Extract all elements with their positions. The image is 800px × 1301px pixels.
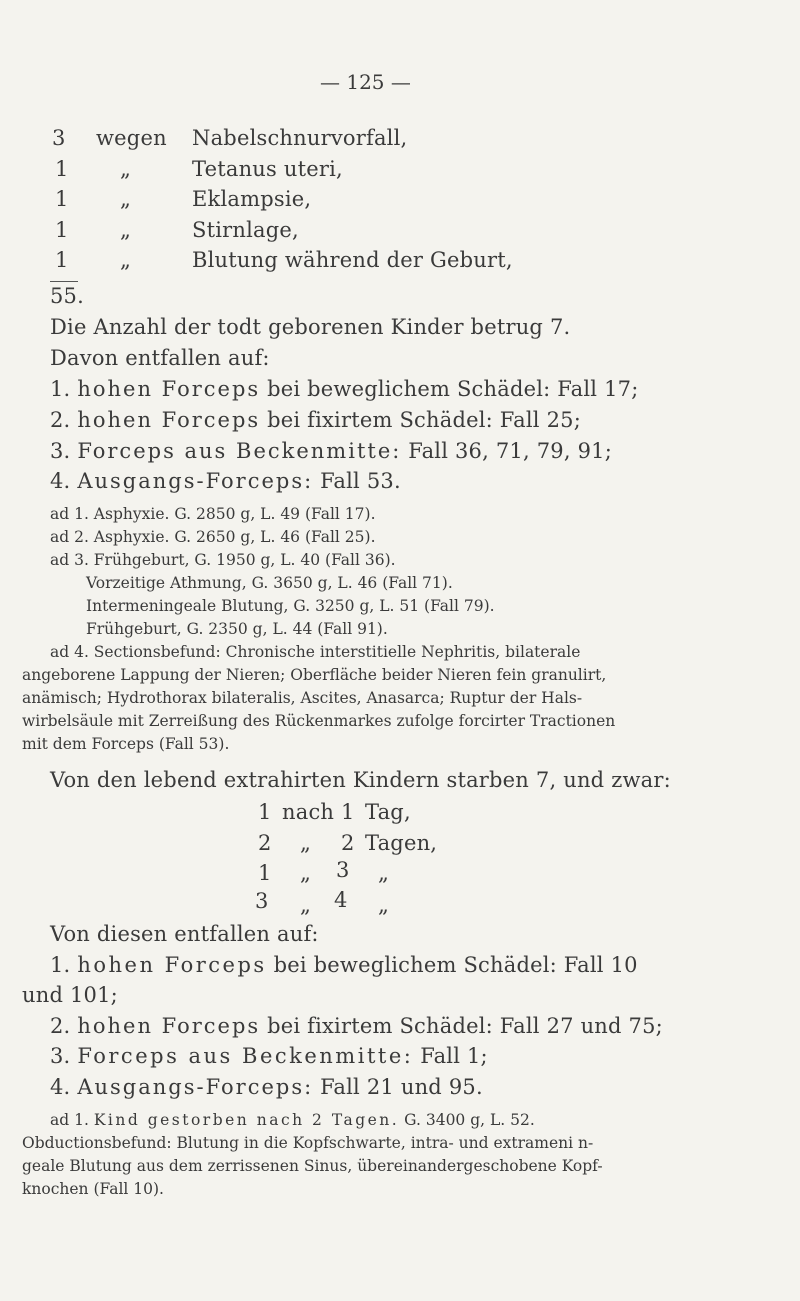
list-ditto: wegen [96, 126, 167, 150]
list-item: Stirnlage, [192, 218, 299, 242]
list-item: Nabelschnurvorfall, [192, 126, 408, 150]
item-number: 1. [50, 953, 71, 977]
list-item [50, 469, 401, 493]
paragraph: Die Anzahl der todt geborenen Kinder betrug 7. [50, 315, 571, 339]
note-line: mit dem Forceps (Fall 53). [22, 735, 230, 753]
item-number: 4. [50, 1075, 71, 1099]
note-line: geale Blutung aus dem zerrissenen Sinus, übereinandergeschobene Kopf- [22, 1157, 603, 1175]
list-count: 1 [55, 157, 69, 181]
spaced-label: hohen Forceps [77, 1014, 261, 1038]
item-text: Fall 36, 71, 79, 91; [408, 439, 613, 463]
days-unit: Tagen, [365, 831, 438, 855]
list-count: 3 [52, 126, 66, 150]
item-text: Fall 21 und 95. [320, 1075, 483, 1099]
item-text: bei beweglichem Schädel: Fall 17; [267, 377, 639, 401]
item-text: bei beweglichem Schädel: Fall 10 [273, 953, 638, 977]
note-line [50, 1109, 535, 1131]
list-count: 1 [55, 248, 69, 272]
spaced-label: Ausgangs-Forceps: [77, 469, 314, 493]
spaced-label: hohen Forceps [77, 408, 261, 432]
days-number: 3 [336, 858, 350, 882]
note-line: Intermeningeale Blutung, G. 3250 g, L. 51 (Fall 79). [86, 597, 495, 615]
note-line: ad 4. Sectionsbefund: Chronische interstitielle Nephritis, bilaterale [50, 643, 581, 661]
days-count: 2 [258, 831, 272, 855]
list-item [50, 953, 638, 977]
days-ditto: nach [282, 800, 335, 824]
spaced-label: Forceps aus Beckenmitte: [77, 439, 402, 463]
days-number: 1 [341, 800, 355, 824]
list-item [50, 439, 612, 463]
list-item [50, 1014, 663, 1038]
days-number: 4 [334, 888, 348, 912]
list-item [50, 1075, 483, 1099]
note-lead: ad 1. [50, 1111, 89, 1129]
list-item: Eklampsie, [192, 187, 312, 211]
spaced-label: Ausgangs-Forceps: [77, 1075, 314, 1099]
total-sum: 55. [50, 284, 84, 308]
list-count: 1 [55, 187, 69, 211]
note-line: wirbelsäule mit Zerreißung des Rückenmarkes zufolge forcirter Tractionen [22, 712, 616, 730]
note-line: Frühgeburt, G. 2350 g, L. 44 (Fall 91). [86, 620, 388, 638]
list-ditto: „ [120, 248, 132, 272]
note-line: angeborene Lappung der Nieren; Oberfläche beider Nieren fein granulirt, [22, 666, 607, 684]
list-item: Blutung während der Geburt, [192, 248, 513, 272]
note-line: Vorzeitige Athmung, G. 3650 g, L. 46 (Fall 71). [86, 574, 453, 592]
days-unit: „ [378, 893, 390, 917]
spaced-label: hohen Forceps [77, 953, 267, 977]
list-ditto: „ [120, 218, 132, 242]
note-text: G. 3400 g, L. 52. [404, 1111, 535, 1129]
item-text: bei fixirtem Schädel: Fall 27 und 75; [267, 1014, 663, 1038]
page-number: — 125 — [320, 70, 411, 94]
note-line: ad 3. Frühgeburt, G. 1950 g, L. 40 (Fall 36). [50, 551, 396, 569]
list-item: Tetanus uteri, [192, 157, 343, 181]
days-count: 1 [258, 861, 272, 885]
list-ditto: „ [120, 187, 132, 211]
list-item [50, 1044, 488, 1068]
note-line: Obductionsbefund: Blutung in die Kopfschwarte, intra- und extrameni n- [22, 1134, 594, 1152]
spaced-label: hohen Forceps [77, 377, 261, 401]
days-unit: „ [378, 861, 390, 885]
note-line: ad 1. Asphyxie. G. 2850 g, L. 49 (Fall 17). [50, 505, 376, 523]
days-number: 2 [341, 831, 355, 855]
item-number: 2. [50, 1014, 71, 1038]
paragraph: Von diesen entfallen auf: [50, 922, 319, 946]
days-ditto: „ [300, 893, 312, 917]
item-number: 3. [50, 1044, 71, 1068]
list-ditto: „ [120, 157, 132, 181]
list-item-continuation: und 101; [22, 983, 118, 1007]
sum-rule [50, 281, 78, 282]
paragraph: Von den lebend extrahirten Kindern starben 7, und zwar: [50, 768, 671, 792]
days-ditto: „ [300, 831, 312, 855]
item-number: 2. [50, 408, 71, 432]
item-text: bei fixirtem Schädel: Fall 25; [267, 408, 581, 432]
paragraph: Davon entfallen auf: [50, 346, 270, 370]
item-number: 1. [50, 377, 71, 401]
list-count: 1 [55, 218, 69, 242]
days-count: 3 [255, 889, 269, 913]
days-count: 1 [258, 800, 272, 824]
note-line: ad 2. Asphyxie. G. 2650 g, L. 46 (Fall 25). [50, 528, 376, 546]
item-number: 4. [50, 469, 71, 493]
days-unit: Tag, [365, 800, 411, 824]
spaced-label: Forceps aus Beckenmitte: [77, 1044, 414, 1068]
list-item [50, 408, 581, 432]
item-number: 3. [50, 439, 71, 463]
note-line: knochen (Fall 10). [22, 1180, 164, 1198]
item-text: Fall 1; [420, 1044, 488, 1068]
item-text: Fall 53. [320, 469, 401, 493]
days-ditto: „ [300, 861, 312, 885]
note-line: anämisch; Hydrothorax bilateralis, Ascites, Anasarca; Ruptur der Hals- [22, 689, 583, 707]
list-item [50, 377, 638, 401]
spaced-note: Kind gestorben nach 2 Tagen. [93, 1111, 400, 1129]
